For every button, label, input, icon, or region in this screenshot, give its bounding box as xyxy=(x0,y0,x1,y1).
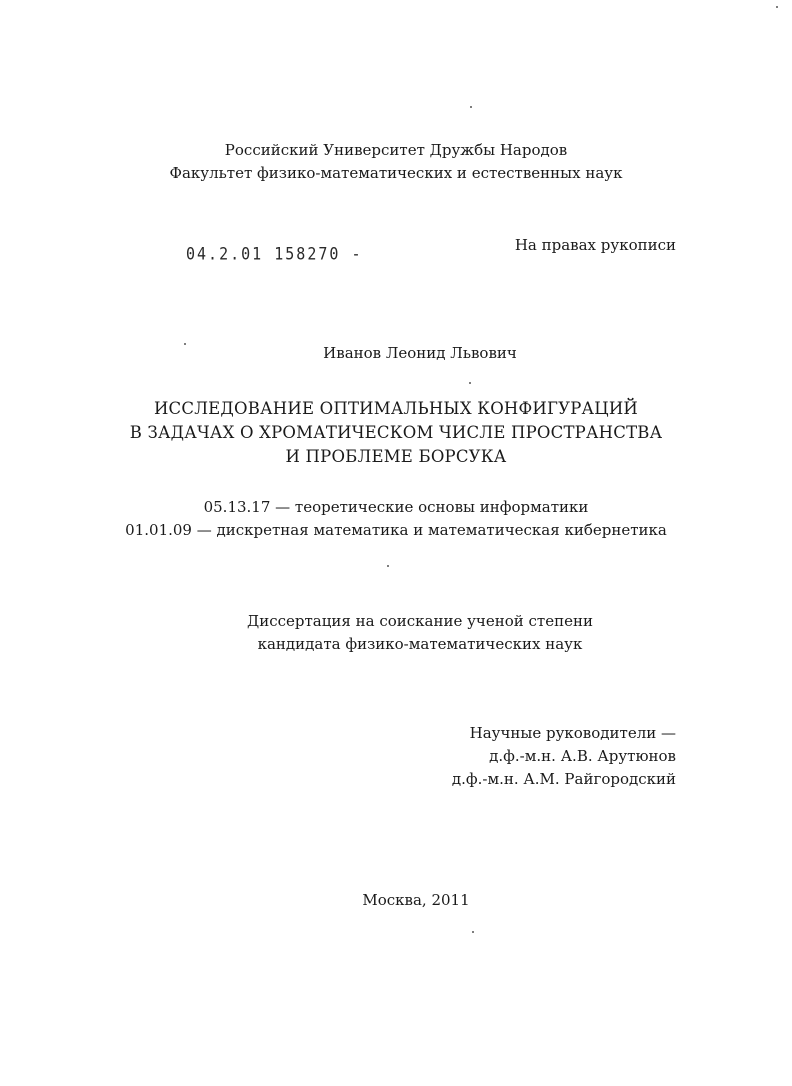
city-year: Москва, 2011 xyxy=(362,891,470,909)
speciality-2: 01.01.09 — дискретная математика и математическая кибернетика xyxy=(125,521,667,539)
degree-statement xyxy=(24,610,792,656)
degree-line-2: кандидата физико-математических наук xyxy=(257,635,583,653)
author-name: Иванов Леонид Львович xyxy=(323,344,517,362)
degree-line-1: Диссертация на соискание ученой степени xyxy=(247,612,593,630)
scan-speck xyxy=(776,6,778,8)
speciality-1: 05.13.17 — теоретические основы информатики xyxy=(203,498,589,516)
scan-speck xyxy=(470,106,472,108)
manuscript-rights: На правах рукописи xyxy=(514,236,676,254)
specialities xyxy=(0,496,792,542)
scan-speck xyxy=(472,931,474,933)
supervisor-1: д.ф.-м.н. А.В. Арутюнов xyxy=(489,747,676,765)
university-name: Российский Университет Дружбы Народов xyxy=(224,141,568,159)
supervisors-heading: Научные руководители — xyxy=(469,724,676,742)
title-line-3: И ПРОБЛЕМЕ БОРСУКА xyxy=(285,447,507,466)
faculty-name: Факультет физико-математических и естественных наук xyxy=(169,164,623,182)
supervisors xyxy=(452,722,676,791)
supervisor-2: д.ф.-м.н. А.М. Райгородский xyxy=(451,770,676,788)
dissertation-title xyxy=(0,397,792,469)
scan-speck xyxy=(469,382,471,384)
title-line-2: В ЗАДАЧАХ О ХРОМАТИЧЕСКОМ ЧИСЛЕ ПРОСТРАНСТВА xyxy=(129,423,663,442)
title-line-1: ИССЛЕДОВАНИЕ ОПТИМАЛЬНЫХ КОНФИГУРАЦИЙ xyxy=(153,399,639,418)
archive-number: 04.2.01 158270 - xyxy=(186,243,363,265)
scan-speck xyxy=(387,565,389,567)
